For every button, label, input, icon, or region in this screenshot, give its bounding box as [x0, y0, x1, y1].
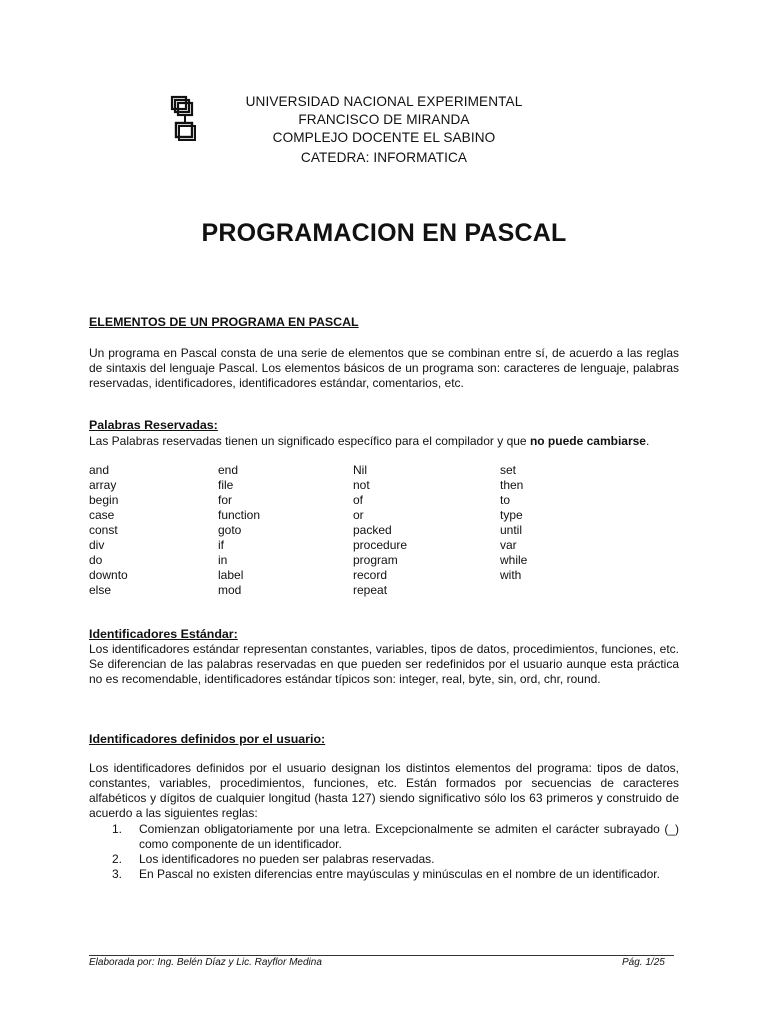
keyword: mod: [218, 583, 242, 597]
list-number: 3.: [112, 867, 123, 881]
section-heading-user-identifiers: Identificadores definidos por el usuario:: [89, 732, 326, 746]
list-item: [112, 867, 679, 882]
keyword: with: [500, 568, 522, 582]
emphasis-text: no puede cambiarse: [529, 434, 646, 448]
footer-author: Elaborada por: Ing. Belén Díaz y Lic. Rayflor Medina: [89, 957, 322, 968]
list-item: [112, 822, 679, 852]
keyword: type: [500, 508, 523, 522]
keyword: downto: [89, 568, 128, 582]
keyword: packed: [353, 523, 392, 537]
keyword: do: [89, 553, 103, 567]
keyword: in: [218, 553, 228, 567]
keyword: begin: [89, 493, 119, 507]
keyword-column-1: [89, 463, 128, 598]
keyword: for: [218, 493, 233, 507]
keyword: file: [218, 478, 234, 492]
keyword: goto: [218, 523, 242, 537]
keyword: and: [89, 463, 110, 477]
keyword: until: [500, 523, 523, 537]
footer-page-number: Pág. 1/25: [622, 957, 665, 968]
keyword: program: [353, 553, 398, 567]
keyword: of: [353, 493, 364, 507]
section-heading-reserved-words: Palabras Reservadas:: [89, 418, 218, 432]
keyword: set: [500, 463, 517, 477]
keyword: repeat: [353, 583, 388, 597]
paragraph-text: Las Palabras reservadas tienen un significado específico para el compilador y que: [89, 434, 530, 448]
list-text: Comienzan obligatoriamente por una letra. Excepcionalmente se admiten el carácter subrayado (_) como componente de un identificador.: [139, 822, 679, 851]
keyword: then: [500, 478, 524, 492]
list-text: Los identificadores no pueden ser palabras reservadas.: [139, 852, 435, 866]
paragraph-text-end: .: [645, 434, 650, 448]
keyword: Nil: [353, 463, 367, 477]
keyword: or: [353, 508, 364, 522]
footer-divider: [89, 955, 674, 956]
keyword: const: [89, 523, 118, 537]
list-item: [112, 852, 679, 867]
paragraph-elements: Un programa en Pascal consta de una serie de elementos que se combinan entre sí, de acuerdo a las reglas de sintaxis del lenguaje Pascal. Los elementos básicos de un programa son: caracteres de lenguaje, palabras reservadas, identificadores, identificadores estándar, comentarios, etc.: [89, 346, 679, 390]
keyword: var: [500, 538, 517, 552]
paragraph-reserved-words: [89, 434, 679, 449]
page-title: PROGRAMACION EN PASCAL: [201, 219, 567, 247]
keyword: to: [500, 493, 511, 507]
keyword: while: [500, 553, 528, 567]
university-logo-icon: [170, 95, 198, 143]
keyword: end: [218, 463, 239, 477]
paragraph-user-identifiers: Los identificadores definidos por el usuario designan los distintos elementos del programa: tipos de datos, constantes, variables, procedimientos, funciones, etc. Están formados por secuencias de caracteres alfabéticos y dígitos de cualquier longitud (hasta 127) siendo significativo sólo los 63 primeros y construido de acuerdo a las siguientes reglas:: [89, 761, 679, 820]
section-heading-standard-identifiers: Identificadores Estándar:: [89, 627, 238, 641]
list-number: 1.: [112, 822, 123, 836]
keyword: if: [218, 538, 224, 552]
keyword-column-3: [353, 463, 407, 598]
rules-list: [112, 822, 679, 882]
keyword-column-2: [218, 463, 260, 598]
list-number: 2.: [112, 852, 123, 866]
keyword: else: [89, 583, 112, 597]
header-university: UNIVERSIDAD NACIONAL EXPERIMENTAL: [245, 94, 523, 109]
keyword: not: [353, 478, 370, 492]
keyword: procedure: [353, 538, 408, 552]
keyword: case: [89, 508, 115, 522]
keyword: div: [89, 538, 105, 552]
header-course: CATEDRA: INFORMATICA: [300, 150, 468, 165]
list-text: En Pascal no existen diferencias entre mayúsculas y minúsculas en el nombre de un identificador.: [139, 867, 660, 881]
keyword: record: [353, 568, 388, 582]
header-campus: COMPLEJO DOCENTE EL SABINO: [272, 130, 496, 145]
section-heading-elements: ELEMENTOS DE UN PROGRAMA EN PASCAL: [89, 315, 359, 329]
keyword: function: [218, 508, 261, 522]
paragraph-standard-identifiers: Los identificadores estándar representan constantes, variables, tipos de datos, procedimientos, funciones, etc. Se diferencian de las palabras reservadas en que pueden ser redefinidos por el usuario aunque esta práctica no es recomendable, identificadores estándar típicos son: integer, real, byte, sin, ord, chr, round.: [89, 642, 679, 686]
keyword: label: [218, 568, 244, 582]
keyword-column-4: [500, 463, 527, 583]
header-institution: FRANCISCO DE MIRANDA: [298, 112, 470, 127]
keyword: array: [89, 478, 117, 492]
